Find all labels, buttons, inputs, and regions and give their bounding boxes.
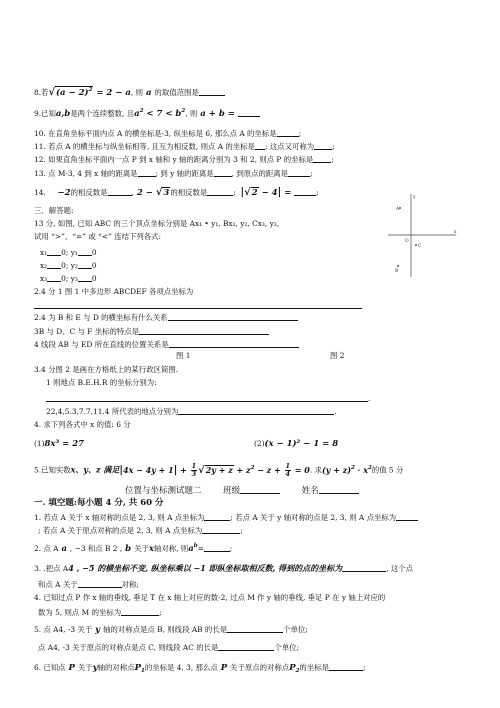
name-field[interactable] (319, 485, 359, 494)
problem-13-row2: x₂ 0; y₂ 0 (40, 261, 97, 270)
fill-1-line2: ; 若点 A 关于原点对称的点是 2, 3, 则 A 点坐标为 ; (38, 526, 243, 535)
problem-2-line1: 2.4 分 1 图 1 中多边形 ABCDEF 各项点坐标为 (34, 287, 194, 296)
problem-13-row1: x₁ 0; y₁ 0 (40, 248, 97, 257)
answer-blank[interactable] (227, 624, 283, 633)
problem-2-line4: 4 线段 AB 与 ED 所在直线的位置关系是 (34, 339, 299, 350)
answer-blank[interactable] (214, 168, 232, 177)
answer-blank[interactable] (255, 141, 265, 150)
answer-blank[interactable] (238, 108, 260, 117)
problem-2-blank-line (34, 300, 362, 311)
question-8: 8.若$√(a - 2)^2 = 2 - a$, 则 a 的取值范围是 (34, 86, 225, 99)
answer-blank[interactable] (199, 87, 225, 96)
section-3-heading: 三．解答题: (34, 206, 74, 215)
answer-blank[interactable] (78, 260, 92, 269)
answer-blank[interactable] (47, 247, 61, 256)
svg-text:x: x (454, 230, 457, 235)
svg-text:O: O (405, 239, 409, 244)
answer-blank[interactable] (78, 579, 122, 588)
answer-blank[interactable] (342, 563, 386, 572)
answer-blank[interactable] (108, 187, 132, 196)
fill-3-line2: 和点 A 关于 对称; (38, 580, 139, 589)
problem-2-line3: 3B 与 D、C 与 F 坐标的特点是 (34, 326, 269, 337)
answer-blank[interactable] (47, 273, 61, 282)
fill-4-line2: 数为 5, 则点 M 的坐标为 ; (38, 608, 162, 617)
question-13: 13. 点 M-3, 4 到 x 轴的距离是 ; 到 y 轴的距离是 , 到原点的距离是 ; (34, 169, 313, 178)
question-12: 12. 如果直角坐标平面内一点 P 到 x 轴和 y 轴的距离分别为 3 和 2, 则点 P 的坐标是 ; (34, 155, 334, 164)
answer-blank[interactable] (204, 512, 230, 521)
answer-blank[interactable] (207, 187, 233, 196)
answer-blank[interactable] (178, 406, 334, 415)
fill-2: 2. 点 A a , −3 和点 B 2 , b 关于x轴对称, 则$a^b=$ ; (34, 543, 233, 554)
fill-4-line1: 4. 已知过点 P 作 x 轴的垂线, 垂足 T 在 x 轴上对应的数-2, 过点 M 作 y 轴的垂线, 垂足 P 在 y 轴上对应的 (34, 593, 386, 602)
problem-4-eq1: (1)8x³ = 27 (34, 439, 85, 449)
answer-blank[interactable] (202, 525, 240, 534)
svg-text:C: C (418, 244, 422, 249)
problem-2-line2: 2.4 为 B 和 E 与 D 的横坐标有什么关系 (34, 312, 298, 323)
answer-blank[interactable] (168, 312, 298, 321)
answer-blank[interactable] (313, 154, 331, 163)
figure-2-caption: 图 2 (330, 351, 345, 360)
question-9: 9.已知a,b是两个连续整数, 且$a^2 < 7 < b^2$, 则 a + b = (34, 108, 260, 119)
answer-blank[interactable] (78, 273, 92, 282)
svg-text:B: B (395, 269, 399, 274)
answer-blank[interactable] (121, 607, 159, 616)
answer-blank[interactable] (218, 642, 274, 651)
problem-5: 5.已知实数x、y、z 满足|4x − 4y + 1| + $\frac{1}{3}$ $√2y + z + z^2 - z$ + $\frac{1}{4}$ = 0. 求$(y + z)^2 \cdot x^2$的值 5 分 (34, 462, 404, 478)
answer-blank[interactable] (78, 247, 92, 256)
problem-3-blank: . (46, 393, 370, 404)
fill-1-line1: 1. 若点 A 关于 x 轴对称的点是 2, 3, 则 A 点坐标为 ; 若点 A 关于 y 轴对称的点是 2, 3, 则 A 点坐标为 (34, 512, 418, 523)
problem-3-line2: 1 则地点 B.E.H.R 的坐标分别为: (46, 378, 157, 387)
coordinate-figure (378, 192, 458, 282)
question-11: 11. 若点 A 的横坐标与纵坐标相等, 且互为相反数, 则点 A 的坐标是 ; 这点又可称为 ; (34, 142, 335, 151)
answer-blank[interactable] (34, 300, 362, 309)
problem-3-line3: 22,4,5.3,7.7,11.4 所代表的地点分别为 . (46, 407, 337, 416)
answer-blank[interactable] (204, 543, 230, 552)
answer-blank[interactable] (46, 393, 368, 402)
problem-4-line1: 4. 求下列各式中 x 的值: 6 分 (34, 420, 131, 429)
answer-blank[interactable] (277, 128, 299, 137)
fill-6: 6. 已知点 P 关于y轴的对称点$P_1$的坐标是 4, 3, 那么点 P 关于原点的对称点$P_2$的坐标是 ; (34, 663, 366, 674)
fill-5-line2: 点 A4, -3 关于原点的对称点是点 C, 则线段 AC 的长是 个单位; (38, 643, 300, 652)
q8-formula: $√(a - 2)^2 = 2 - a$ (48, 87, 131, 98)
answer-blank[interactable] (329, 662, 363, 671)
fill-3-line1: 3. .把点 A4 , −5 的横坐标不变, 纵坐标乘以 −1 即纵坐标取相反数, 得到的点的坐标为 , 这个点 (34, 563, 414, 573)
problem-13-line2: 试用 “>”、“=” 或 “<” 连结下列各式: (34, 232, 162, 241)
answer-blank[interactable] (314, 141, 332, 150)
problem-13-row3: x₃ 0; y₃ 0 (40, 274, 97, 283)
answer-blank[interactable] (396, 512, 418, 521)
problem-4-eq2: (2)(x − 1)² − 1 = 8 (254, 439, 339, 449)
section-1-heading: 一. 填空题:每小题 4 分, 共 60 分 (34, 498, 164, 508)
answer-blank[interactable] (139, 326, 269, 335)
answer-blank[interactable] (288, 168, 310, 177)
class-field[interactable] (240, 485, 280, 494)
fill-5-line1: 5. 点 A4, -3 关于 y 轴的对称点是点 B, 则线段 AB 的长是 个单位; (34, 625, 308, 635)
question-14: 14. −2的相反数是 , 2 − √3的相反数是 ; |√2 − 4| = ; (34, 187, 319, 198)
figure-1-caption: 图 1 (176, 351, 191, 360)
answer-blank[interactable] (169, 339, 299, 348)
test-title-row: 位置与坐标测试题二 班级 姓名 (125, 485, 359, 496)
answer-blank[interactable] (294, 187, 316, 196)
svg-text:A: A (396, 207, 400, 212)
question-10: 10. 在直角坐标平面内点 A 的横坐标是-3, 纵坐标是 6, 那么点 A 的坐标是 ; (34, 129, 302, 138)
answer-blank[interactable] (47, 260, 61, 269)
problem-13-line1: 13 分, 如图, 已知 ABC 的三个顶点坐标分别是 Ax₁ • y₁, Bx₂, y₂, Cx₃, y₃, (34, 219, 280, 228)
problem-3-line1: 3.4 分图 2 是画在方格纸上的某行政区简图. (34, 365, 179, 374)
answer-blank[interactable] (138, 168, 156, 177)
svg-text:y: y (413, 195, 416, 200)
